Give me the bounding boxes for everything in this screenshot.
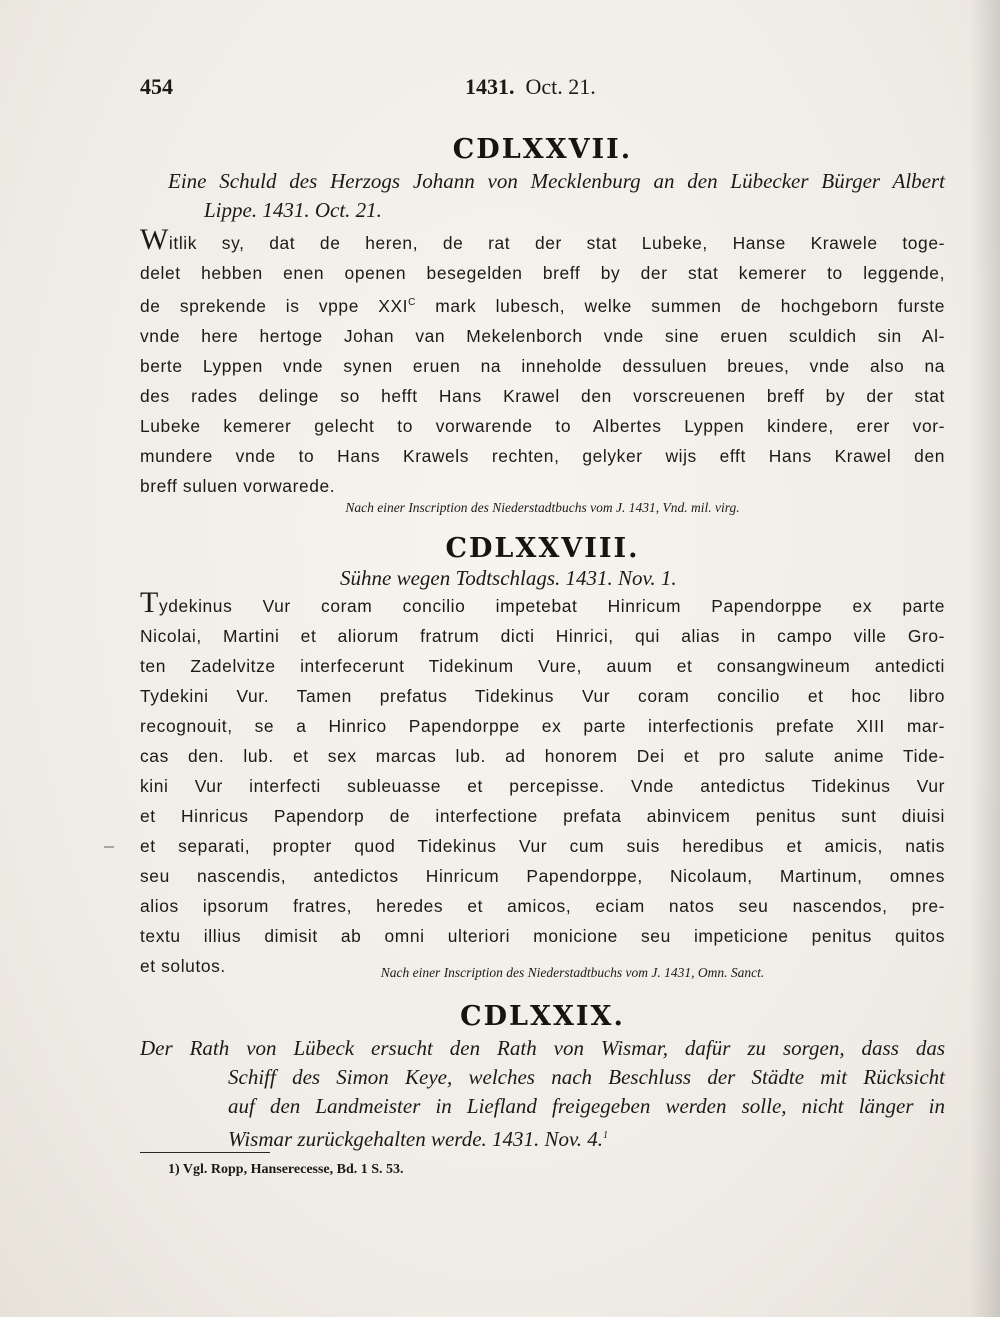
text-477-line: breff suluen vorwarede. [140,475,336,496]
footnote: 1) Vgl. Ropp, Hanserecesse, Bd. 1 S. 53. [168,1162,404,1177]
initial-letter: W [140,223,169,256]
text-478-line: Nicolai, Martini et aliorum fratrum dicti Hinrici, qui alias in campo ville Gro- [140,626,945,646]
initial-letter: T [140,586,159,619]
text-478-line: kini Vur interfecti subleuasse et percepisse. Vnde antedictus Tidekinus Vur [140,776,945,796]
running-head-year: 1431. [465,74,515,99]
running-head [465,74,596,100]
text-477-line: delet hebben enen openen besegelden breff by der stat kemerer to leggende, [140,263,945,283]
text-477-line: Witlik sy, dat de heren, de rat der stat Lubeke, Hanse Krawele toge- [140,223,945,256]
regest-477-line: Lippe. 1431. Oct. 21. [204,198,382,222]
text-478 [140,586,945,981]
text-478-line: Tydekini Vur. Tamen prefatus Tidekinus Vur coram concilio et hoc libro [140,686,945,706]
regest-477 [168,167,945,225]
text-477 [140,223,945,501]
regest-479-line: Der Rath von Lübeck ersucht den Rath von Wismar, dafür zu sorgen, dass das [140,1036,945,1060]
regest-477-line: Eine Schuld des Herzogs Johann von Mecklenburg an den Lübecker Bürger Albert [168,169,945,193]
text-478-line: seu nascendis, antedictos Hinricum Papendorppe, Nicolaum, Martinum, omnes [140,866,945,886]
page-edge-shadow [970,0,1000,1317]
regest-479-line: Schiff des Simon Keye, welches nach Beschluss der Städte mit Rücksicht [228,1065,945,1089]
regest-479 [140,1034,945,1154]
text-477-line: vnde here hertoge Johan van Mekelenborch vnde sine eruen sculdich sin Al- [140,325,945,346]
text-478-line: et Hinricus Papendorp de interfectione prefata abinvicem penitus sunt diuisi [140,806,945,826]
text-478-line: et solutos. [140,956,226,976]
page-header [140,74,945,104]
margin-mark [104,846,114,848]
text-478-line: et separati, propter quod Tidekinus Vur cum suis heredibus et amicis, natis [140,836,945,856]
footnote-reference: 1 [603,1130,609,1141]
text-477-line: berte Lyppen vnde synen eruen na inneholde dessuluen breues, vnde also na [140,355,945,376]
page-number: 454 [140,74,173,99]
document-number-477: CDLXXVII. [452,134,633,165]
footnote-divider [140,1152,270,1153]
text-478-line: recognouit, se a Hinrico Papendorppe ex parte interfectionis prefate XIII mar- [140,716,945,736]
regest-479-line: auf den Landmeister in Liefland freigegeben werden solle, nicht länger in [228,1094,945,1118]
source-note-478: Nach einer Inscription des Niederstadtbuchs vom J. 1431, Omn. Sanct. [380,965,765,980]
document-number-479: CDLXXIX. [460,1001,625,1032]
text-477-line: des rades delinge so hefft Hans Krawel den vorscreuenen breff by der stat [140,385,945,406]
text-477-line: mundere vnde to Hans Krawels rechten, gelyker wijs efft Hans Krawel den [140,445,945,466]
document-number-478: CDLXXVIII. [445,533,640,564]
regest-478: Sühne wegen Todtschlags. 1431. Nov. 1. [340,566,677,590]
text-478-line: alios ipsorum fratres, heredes et amicos, eciam natos seu nascendos, pre- [140,896,945,916]
text-477-line: de sprekende is vppe $XXI^C$ mark lubesch, welke summen de hochgeborn furste [140,295,945,316]
text-478-line: ten Zadelvitze interfecerunt Tidekinum Vure, auum et consangwineum antedicti [140,656,945,676]
text-477-line: Lubeke kemerer gelecht to vorwarende to Albertes Lyppen kindere, erer vor- [140,415,945,436]
text-478-line: cas den. lub. et sex marcas lub. ad honorem Dei et pro salute anime Tide- [140,746,945,766]
running-head-date: Oct. 21. [525,74,596,99]
source-note-477: Nach einer Inscription des Niederstadtbuchs vom J. 1431, Vnd. mil. virg. [345,500,740,515]
text-478-line: textu illius dimisit ab omni ulteriori monicione seu impeticione penitus quitos [140,926,945,946]
regest-479-line: Wismar zurückgehalten werde. 1431. Nov. 4.$^1$ [228,1127,609,1151]
text-478-line: Tydekinus Vur coram concilio impetebat Hinricum Papendorppe ex parte [140,586,945,619]
